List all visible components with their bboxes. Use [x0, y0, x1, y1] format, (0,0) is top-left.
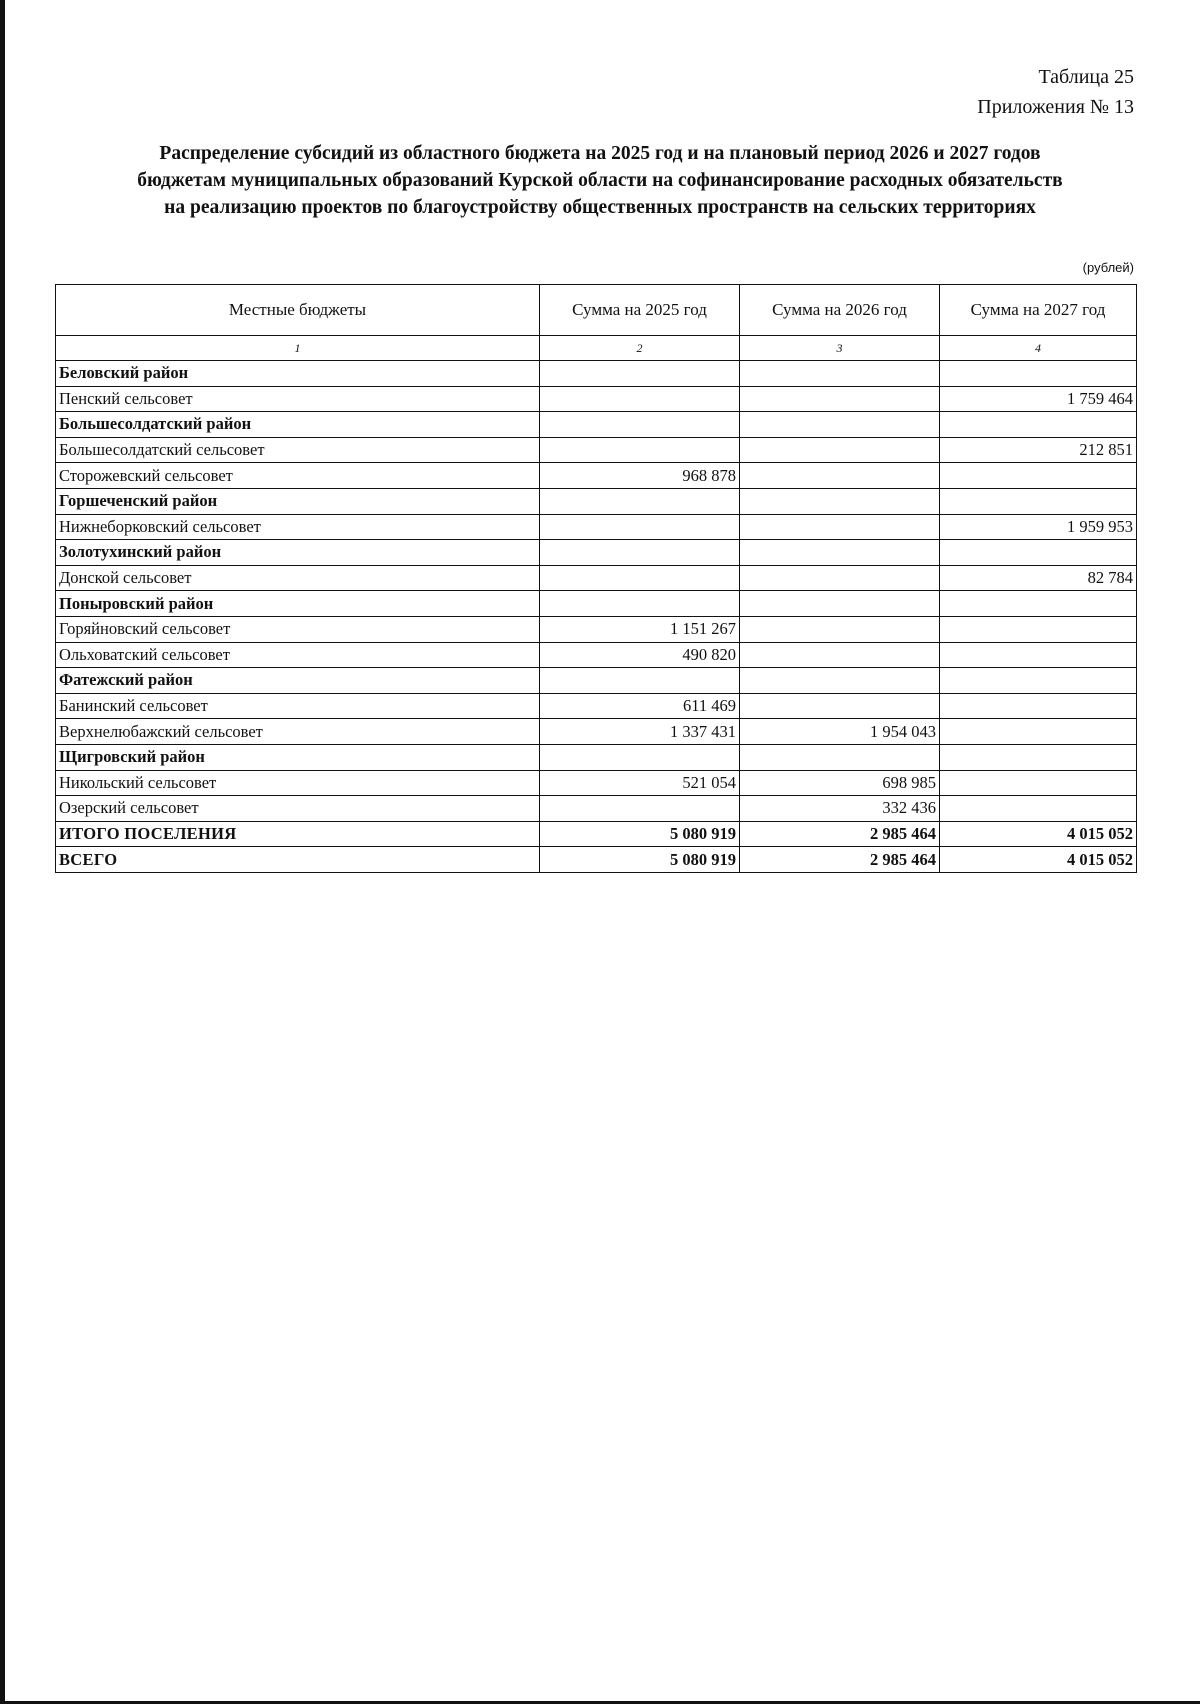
cell-sum-2026 — [740, 437, 940, 463]
cell-sum-2027 — [940, 463, 1137, 489]
table-number: Таблица 25 — [1038, 66, 1134, 88]
cell-sum-2026: 698 985 — [740, 770, 940, 796]
cell-sum-2025: 490 820 — [540, 642, 740, 668]
scan-left-edge — [0, 0, 5, 1704]
cell-sum-2026 — [740, 540, 940, 566]
total-row — [56, 821, 1137, 847]
cell-sum-2026 — [740, 616, 940, 642]
cell-budget-name: Ольховатский сельсовет — [56, 642, 540, 668]
cell-sum-2027: 4 015 052 — [940, 847, 1137, 873]
table-row — [56, 719, 1137, 745]
cell-sum-2027: 4 015 052 — [940, 821, 1137, 847]
appendix-number: Приложения № 13 — [977, 96, 1134, 118]
cell-budget-name: Донской сельсовет — [56, 565, 540, 591]
header-row — [56, 285, 1137, 336]
cell-sum-2025 — [540, 796, 740, 822]
cell-budget-name: Банинский сельсовет — [56, 693, 540, 719]
cell-sum-2026: 2 985 464 — [740, 847, 940, 873]
cell-sum-2026 — [740, 591, 940, 617]
cell-sum-2026: 1 954 043 — [740, 719, 940, 745]
cell-sum-2027 — [940, 744, 1137, 770]
cell-budget-name: ВСЕГО — [56, 847, 540, 873]
cell-sum-2025: 5 080 919 — [540, 847, 740, 873]
cell-sum-2025: 1 151 267 — [540, 616, 740, 642]
table-row — [56, 642, 1137, 668]
cell-sum-2026: 2 985 464 — [740, 821, 940, 847]
cell-sum-2026 — [740, 514, 940, 540]
column-header-2025: Сумма на 2025 год — [540, 285, 740, 336]
cell-budget-name: Сторожевский сельсовет — [56, 463, 540, 489]
cell-sum-2025: 611 469 — [540, 693, 740, 719]
cell-sum-2025: 5 080 919 — [540, 821, 740, 847]
column-number: 2 — [540, 336, 740, 361]
cell-sum-2026 — [740, 744, 940, 770]
cell-budget-name: Поныровский район — [56, 591, 540, 617]
cell-budget-name: Большесолдатский сельсовет — [56, 437, 540, 463]
table-row — [56, 514, 1137, 540]
cell-sum-2026 — [740, 361, 940, 387]
table-row — [56, 796, 1137, 822]
cell-sum-2027 — [940, 412, 1137, 438]
district-row — [56, 488, 1137, 514]
cell-sum-2025 — [540, 386, 740, 412]
column-header-2027: Сумма на 2027 год — [940, 285, 1137, 336]
cell-sum-2027 — [940, 540, 1137, 566]
cell-sum-2025 — [540, 488, 740, 514]
cell-sum-2027: 1 959 953 — [940, 514, 1137, 540]
subsidy-table — [55, 284, 1137, 873]
document-title — [60, 140, 1140, 221]
cell-sum-2026 — [740, 386, 940, 412]
cell-sum-2025 — [540, 540, 740, 566]
table-row — [56, 463, 1137, 489]
table-row — [56, 616, 1137, 642]
table-row — [56, 693, 1137, 719]
cell-sum-2026 — [740, 642, 940, 668]
cell-sum-2027: 82 784 — [940, 565, 1137, 591]
cell-sum-2027 — [940, 770, 1137, 796]
cell-budget-name: Нижнеборковский сельсовет — [56, 514, 540, 540]
column-number: 1 — [56, 336, 540, 361]
cell-sum-2025: 521 054 — [540, 770, 740, 796]
cell-sum-2027 — [940, 361, 1137, 387]
cell-sum-2026 — [740, 488, 940, 514]
district-row — [56, 591, 1137, 617]
title-line-1: Распределение субсидий из областного бюджета на 2025 год и на плановый период 2026 и 2027 годов — [159, 143, 1041, 164]
table-row — [56, 565, 1137, 591]
table-row — [56, 386, 1137, 412]
table-row — [56, 437, 1137, 463]
column-header-budgets: Местные бюджеты — [56, 285, 540, 336]
cell-budget-name: Беловский район — [56, 361, 540, 387]
cell-sum-2025 — [540, 412, 740, 438]
cell-sum-2027 — [940, 693, 1137, 719]
cell-sum-2025: 1 337 431 — [540, 719, 740, 745]
cell-sum-2025: 968 878 — [540, 463, 740, 489]
cell-budget-name: Верхнелюбажский сельсовет — [56, 719, 540, 745]
cell-sum-2025 — [540, 361, 740, 387]
cell-budget-name: Фатежский район — [56, 668, 540, 694]
cell-sum-2027 — [940, 591, 1137, 617]
table-reference — [977, 62, 1134, 122]
cell-sum-2027 — [940, 796, 1137, 822]
cell-sum-2025 — [540, 514, 740, 540]
cell-budget-name: Горшеченский район — [56, 488, 540, 514]
cell-sum-2027 — [940, 668, 1137, 694]
cell-sum-2026 — [740, 693, 940, 719]
cell-sum-2027 — [940, 616, 1137, 642]
total-row — [56, 847, 1137, 873]
district-row — [56, 668, 1137, 694]
cell-sum-2025 — [540, 591, 740, 617]
cell-budget-name: Пенский сельсовет — [56, 386, 540, 412]
cell-sum-2025 — [540, 437, 740, 463]
cell-budget-name: Никольский сельсовет — [56, 770, 540, 796]
cell-budget-name: Озерский сельсовет — [56, 796, 540, 822]
district-row — [56, 540, 1137, 566]
column-header-2026: Сумма на 2026 год — [740, 285, 940, 336]
cell-budget-name: ИТОГО ПОСЕЛЕНИЯ — [56, 821, 540, 847]
district-row — [56, 412, 1137, 438]
cell-sum-2025 — [540, 668, 740, 694]
cell-budget-name: Золотухинский район — [56, 540, 540, 566]
table-row — [56, 770, 1137, 796]
cell-sum-2026 — [740, 412, 940, 438]
cell-sum-2027: 212 851 — [940, 437, 1137, 463]
district-row — [56, 744, 1137, 770]
cell-sum-2026 — [740, 565, 940, 591]
cell-sum-2026: 332 436 — [740, 796, 940, 822]
cell-sum-2026 — [740, 463, 940, 489]
column-number: 4 — [940, 336, 1137, 361]
cell-budget-name: Щигровский район — [56, 744, 540, 770]
district-row — [56, 361, 1137, 387]
cell-sum-2027: 1 759 464 — [940, 386, 1137, 412]
cell-sum-2027 — [940, 719, 1137, 745]
cell-sum-2025 — [540, 565, 740, 591]
cell-sum-2027 — [940, 642, 1137, 668]
column-number: 3 — [740, 336, 940, 361]
cell-sum-2025 — [540, 744, 740, 770]
cell-budget-name: Большесолдатский район — [56, 412, 540, 438]
title-line-3: на реализацию проектов по благоустройству общественных пространств на сельских территориях — [164, 197, 1036, 218]
cell-budget-name: Горяйновский сельсовет — [56, 616, 540, 642]
unit-note: (рублей) — [1082, 260, 1134, 275]
title-line-2: бюджетам муниципальных образований Курской области на софинансирование расходных обязательств — [137, 170, 1063, 191]
table-body — [56, 361, 1137, 873]
cell-sum-2026 — [740, 668, 940, 694]
cell-sum-2027 — [940, 488, 1137, 514]
column-number-row — [56, 336, 1137, 361]
